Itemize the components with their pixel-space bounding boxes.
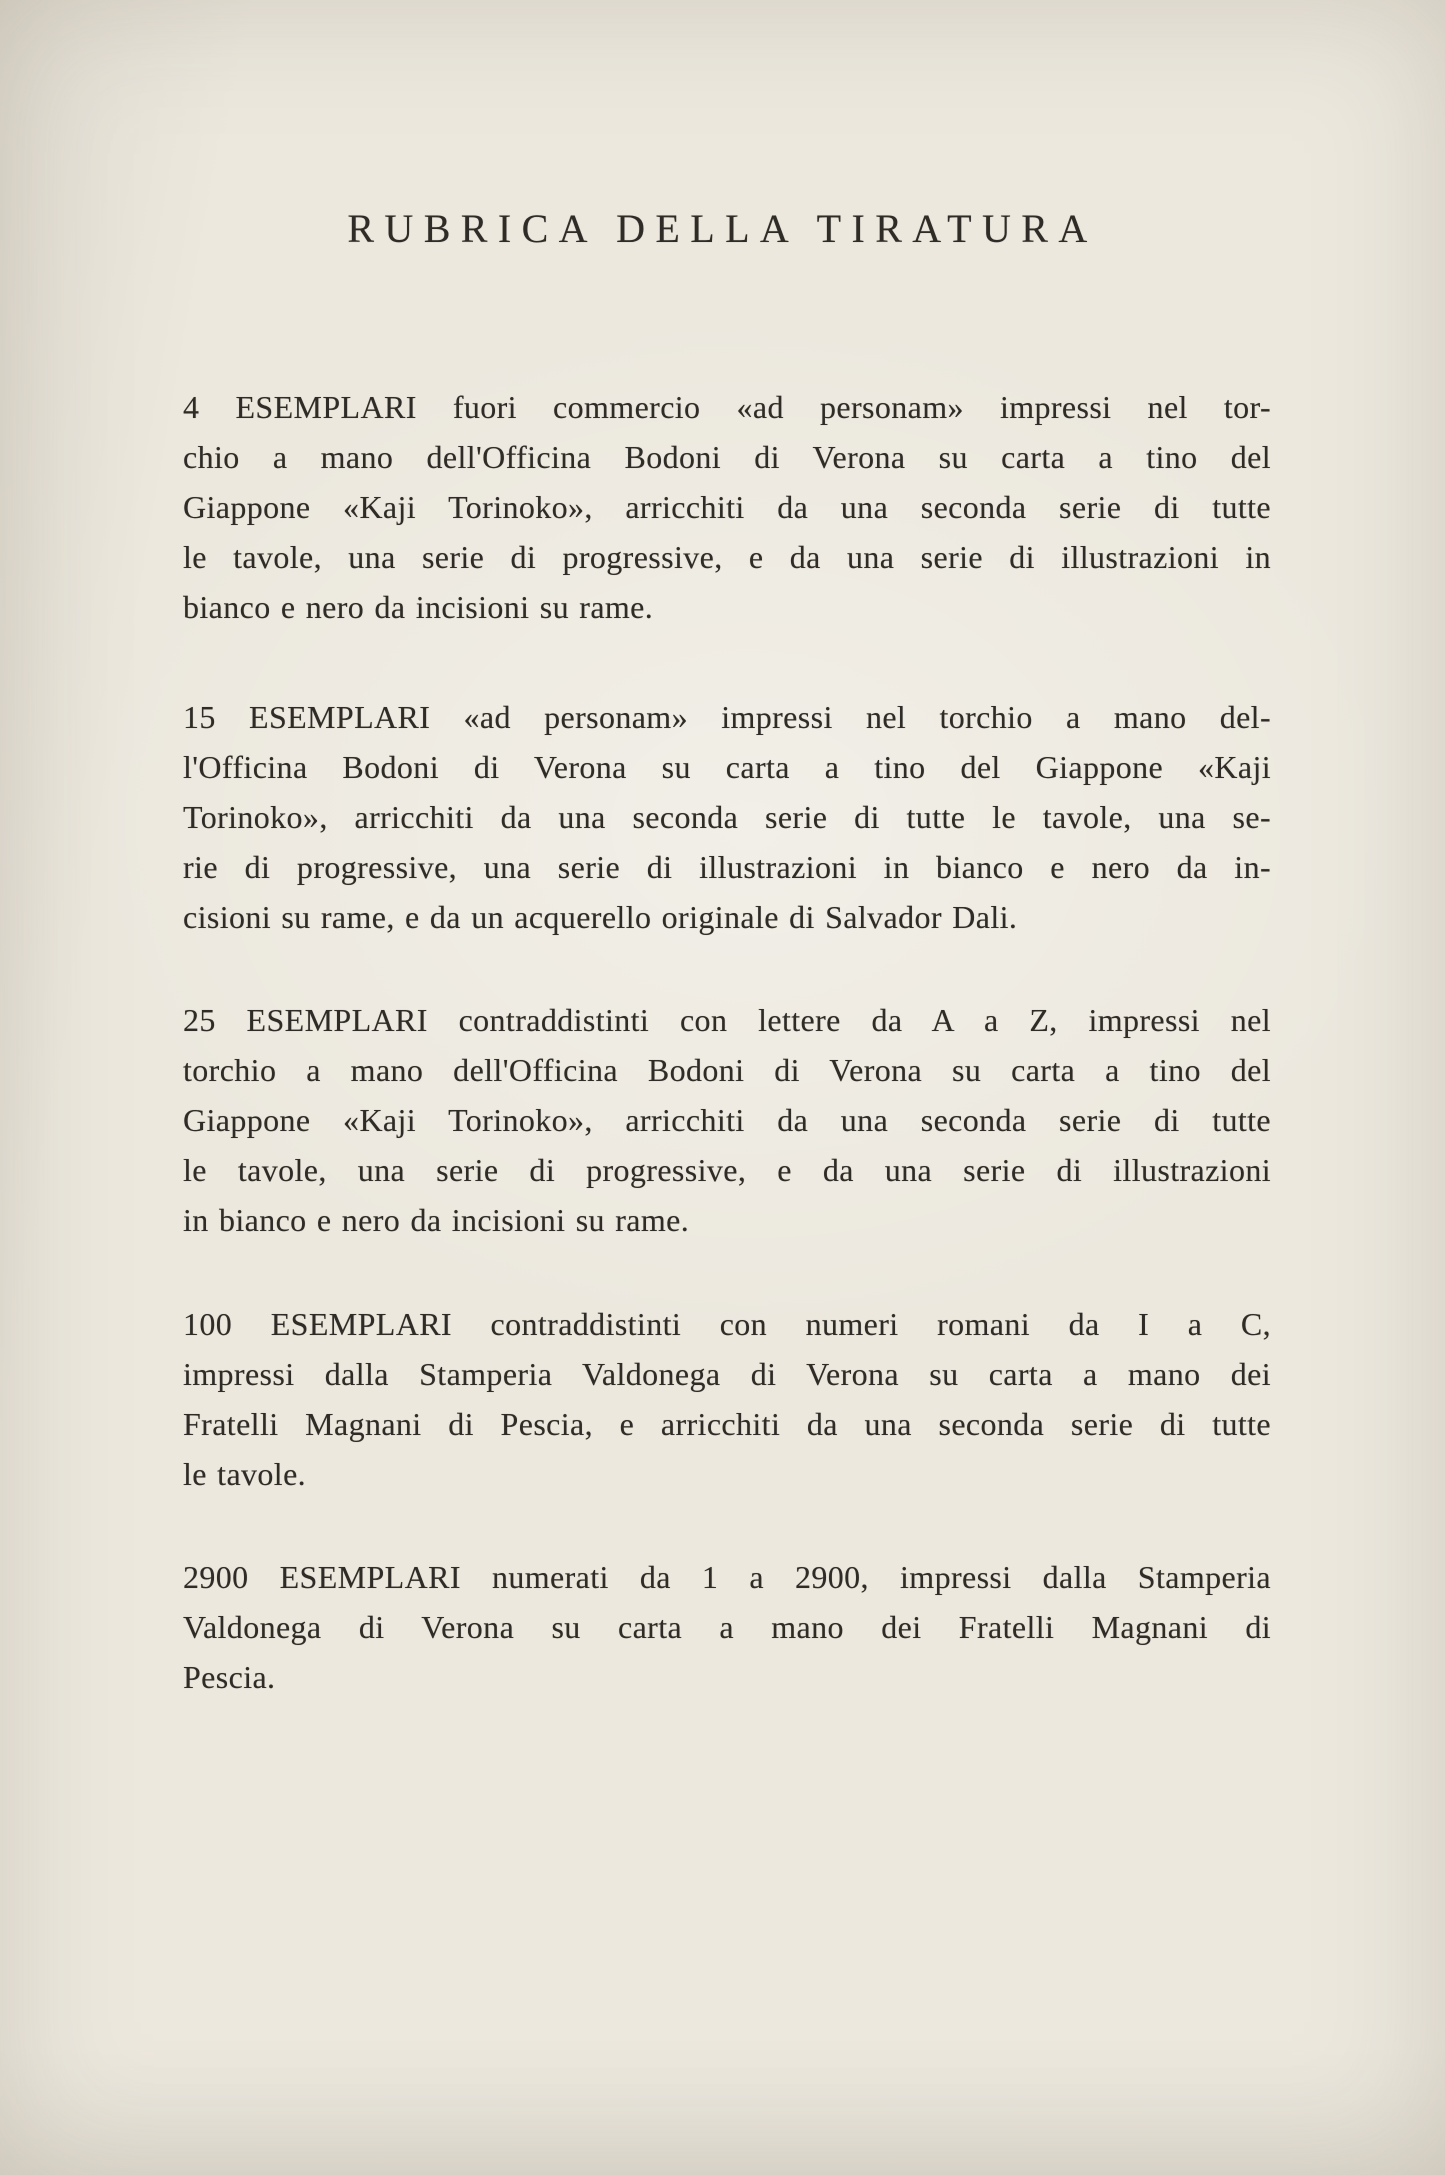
page-title: RUBRICA DELLA TIRATURA (347, 206, 1098, 251)
text-line: l'Officina Bodoni di Verona su carta a tino del Giappone «Kaji (183, 749, 1271, 785)
text-line: bianco e nero da incisioni su rame. (183, 589, 654, 625)
text-line: rie di progressive, una serie di illustrazioni in bianco e nero da in- (183, 849, 1271, 885)
paragraph-2900-esemplari (183, 1552, 1271, 1702)
text-line: impressi dalla Stamperia Valdonega di Verona su carta a mano dei (183, 1356, 1271, 1392)
text-line: torchio a mano dell'Officina Bodoni di Verona su carta a tino del (183, 1052, 1271, 1088)
paragraph-25-esemplari (183, 995, 1271, 1245)
paragraph-4-esemplari (183, 382, 1271, 632)
text-line: chio a mano dell'Officina Bodoni di Verona su carta a tino del (183, 439, 1271, 475)
text-line: le tavole, una serie di progressive, e da una serie di illustrazioni (183, 1152, 1271, 1188)
text-line: Giappone «Kaji Torinoko», arricchiti da una seconda serie di tutte (183, 1102, 1271, 1138)
text-line: 100 ESEMPLARI contraddistinti con numeri romani da I a C, (183, 1306, 1271, 1342)
text-line: 2900 ESEMPLARI numerati da 1 a 2900, impressi dalla Stamperia (183, 1559, 1271, 1595)
text-line: le tavole. (183, 1456, 307, 1492)
text-line: 15 ESEMPLARI «ad personam» impressi nel torchio a mano del- (183, 699, 1271, 735)
text-line: 4 ESEMPLARI fuori commercio «ad personam» impressi nel tor- (183, 389, 1271, 425)
text-line: Valdonega di Verona su carta a mano dei Fratelli Magnani di (183, 1609, 1271, 1645)
text-line: Pescia. (183, 1659, 276, 1695)
text-line: cisioni su rame, e da un acquerello originale di Salvador Dali. (183, 899, 1018, 935)
text-line: Fratelli Magnani di Pescia, e arricchiti da una seconda serie di tutte (183, 1406, 1271, 1442)
text-line: Giappone «Kaji Torinoko», arricchiti da una seconda serie di tutte (183, 489, 1271, 525)
text-line: le tavole, una serie di progressive, e da una serie di illustrazioni in (183, 539, 1271, 575)
paragraph-100-esemplari (183, 1299, 1271, 1499)
text-line: Torinoko», arricchiti da una seconda serie di tutte le tavole, una se- (183, 799, 1271, 835)
text-line: 25 ESEMPLARI contraddistinti con lettere da A a Z, impressi nel (183, 1002, 1271, 1038)
text-line: in bianco e nero da incisioni su rame. (183, 1202, 690, 1238)
paragraph-15-esemplari (183, 692, 1271, 942)
